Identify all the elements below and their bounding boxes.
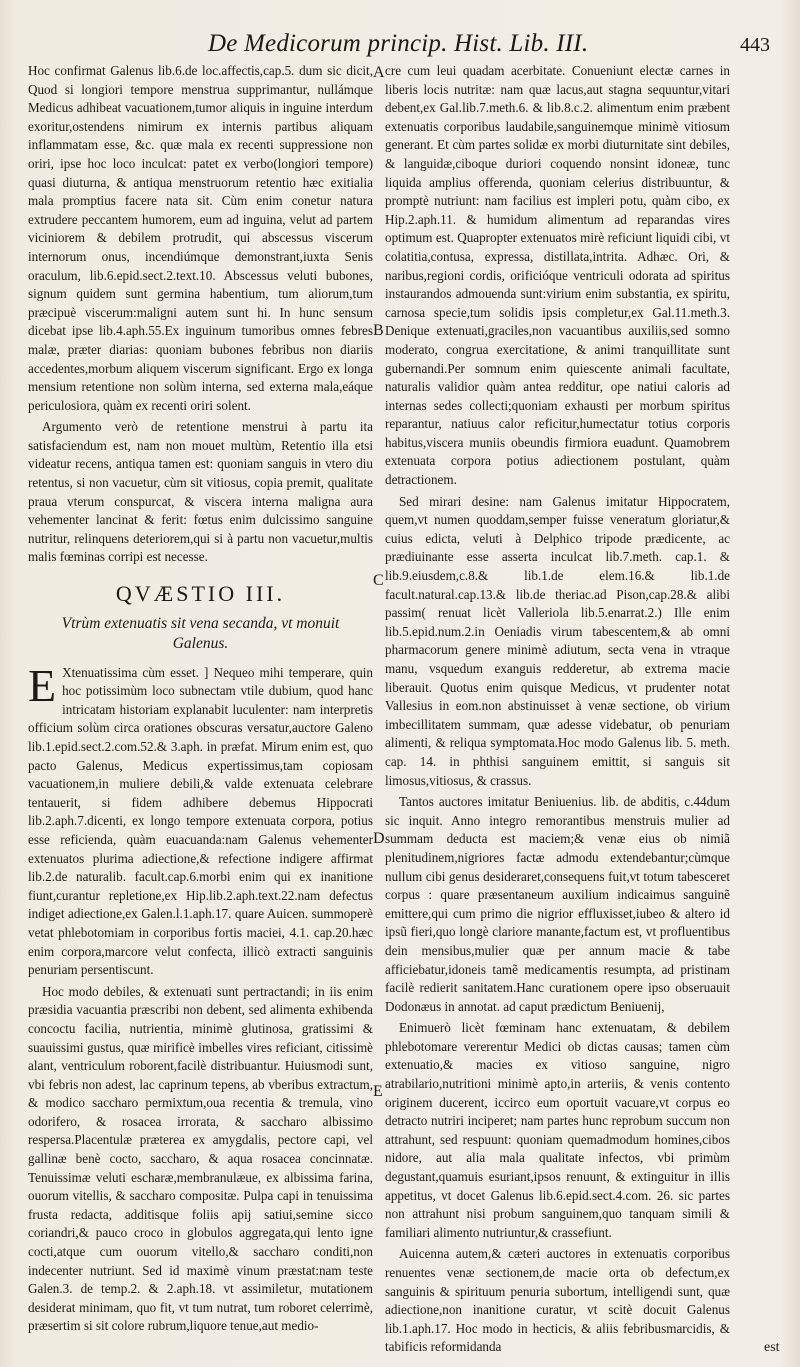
question-subtitle: Vtrùm extenuatis sit vena secanda, vt monuit Galenus. bbox=[61, 614, 340, 652]
right-paragraph-3: Tantos auctores imitatur Beniuenius. lib. de abditis, c.44dum sic inquit. Anno integro remorantibus menstruis mulier ad summam deducta est maciem;& venæ eius ob nimiã plenitudinem,nigriores factæ admodu extendebantur;cùmque nullum cibi genus desideraret,consequens fuit,vt totum tabesceret corpus : quare præsentaneum auxilium indicaimus sanguinẽ emittere,qui cum primo die nigrior effluxisset,iubeo & altero id ipsũ fieri,quo longè clariore manante,factum est, vt profluentibus dein mensibus,mulier quæ per annum macie & tabe afficiebatur,idoneis tamẽ medicamentis resumpta, ad pristinam facilè redierit sanitatem.Hanc curationem opere ipso obseruauit Dodonæus in annotat. ad caput prædictum Beniuenij, bbox=[385, 794, 730, 1014]
question-title: QVÆSTIO III. bbox=[115, 581, 286, 607]
margin-letter-b: B bbox=[373, 322, 384, 339]
catchword: est bbox=[764, 1340, 780, 1355]
left-paragraph-2: Argumento verò de retentione menstrui à partu ita satisfaciendum est, nam non mouet multùm, Retentio illa etsi videatur recens, antiqua tamen est: quoniam sanguis in vtero diu retentus, si non vacuetur, cùm sit vitiosus, copia premit, qualitate praua vterum conspurcat, & viscera interna maligna aura vehementer lancinat & ferit: fœtus enim dulcissimo sanguine nutritur, relinquens deteriorem,qui si à partu non vacuetur,multis malis fœminas corripi est necesse. bbox=[28, 419, 373, 565]
page-number: 443 bbox=[740, 34, 770, 56]
left-paragraph-1: Hoc confirmat Galenus lib.6.de loc.affectis,cap.5. dum sic dicit, Quod si longiori tempore menstrua supprimantur, nullámque Medicus adhibeat vacuationem,tumor aliquis in inguine interdum exoritur,ostendens nimirum ex internis partibus aliquam inflammatam esse, &c. quæ mala ex recenti suppressione non oriri, ipse hoc loco inculcat: patet ex verbo(longiori tempore) quasi diuturna, & antiqua menstruorum retentio hæc exitialia mala promptius facere nata sit. Cùm enim conetur natura extrudere peccantem humorem, eum ad inguina, velut ad partem viciniorem & debilem protrudit, qui abscessus viscerum internorum onus, incendiúmque demonstrant,iuxta Senis oraculum, lib.6.epid.sect.2.text.10. Abscessus veluti bubones, signum quidem sunt germina habentium, tum aliorum,tum præcipuè viscerum:maligni autem sunt hi. In hunc sensum dicebat ipse lib.4.aph.55.Ex inguinum tumoribus omnes febres malæ, præter diarias: quoniam bubones febribus non diariis accedentes,morbum aliquem viscerum significant. Ergo ex longa mensium retentione non solùm interna, sed externa mala,eáque periculosiora, quàm ex recenti oriri solent. bbox=[28, 63, 373, 413]
margin-letter-d: D bbox=[373, 830, 385, 847]
left-paragraph-3 bbox=[28, 659, 373, 980]
right-paragraph-2: Sed mirari desine: nam Galenus imitatur Hippocratem, quem,vt numen quoddam,semper fuisse veneratum gloriatur,& cuius edicta, veluti à Delphico tripode prædicente, ac prædiuinante esse asserta inculcat lib.7.meth. cap.1. & lib.9.eiusdem,c.8.& lib.1.de elem.16.& lib.1.de facult.natural.cap.13.& lib.de theriac.ad Pison,cap.28.& alibi passim( renuat licèt Valleriola lib.5.enarrat.2.) Ille enim lib.5.epid.num.2.in Oeniadis virum tabescentem,& ab omni pharmacorum genere minimè adiutum, secta vena in vtraque manu, vsquedum exanguis redderetur, ab extrema macie liberauit. Quotus enim quisque Medicus, vt prudenter notat Vallesius in eom.non abstinuisset à venæ sectione, ob virium imbecillitatem summam, quæ adesse videbatur, ob penuriam alimenti, & reliqua symptomata.Hoc modo Galenus lib. 5. meth. cap. 14. in phthisi sanguinem emittit, si sanguis sit limosus,vitiosus, & crassus. bbox=[385, 493, 730, 788]
right-column bbox=[385, 62, 730, 1362]
running-title: De Medicorum princip. Hist. Lib. III. bbox=[208, 30, 589, 57]
margin-letter-e: E bbox=[373, 1083, 383, 1100]
margin-letter-a: A bbox=[373, 64, 385, 81]
left-paragraph-3-text: Xtenuatissima cùm esset. ] Nequeo mihi temperare, quin hoc potissimùm loco subnectam vtile dubium, quod hanc intricatam historiam explanabit luculenter: nam interpretis officium solùm circa orationes obscuras versatur,auctore Galeno lib.1.epid.sect.2.com.52.& 3.aph. in præfat. Mirum enim est, quo pacto Galenus, Medicus expertissimus,tam copiosam vacuationem,in muliere debili,& valde extenuata celebrare tentauerit, si fidem adhibere debemus Hippocrati lib.2.aph.7.dicenti, ex longo tempore extenuata corpora, potius esse reficienda, quàm euacuanda:nam Galenus vehementer extenuatos plurima adiectione,& refectione indigere affirmat lib.2.de naturalib. facult.cap.6.morbi enim qui ex inanitione fiunt,curantur repletione,ex Hip.lib.2.aph.text.22.nam defectus indiget adiectione,ex Galen.l.1.aph.17. quare Auicen. summoperè vetat phlebotomiam in corporibus fortis maciei, 4.1. cap.20.hæc enim corpora,marcore velut confecta, illicò extracti sanguinis penuriam persentiscunt. bbox=[28, 664, 373, 978]
left-column bbox=[28, 62, 373, 1362]
margin-letter-c: C bbox=[373, 572, 384, 589]
drop-cap-letter: E bbox=[28, 659, 57, 711]
right-paragraph-1: cre cum leui quadam acerbitate. Conueniunt electæ carnes in liberis locis nutritæ: nam quæ lacus,aut stagna sequuntur,vitari debent,ex Gal.lib.7.meth.6. & lib.8.c.2. alimentum enim præbent extenuatis corporibus laudabile,sanguinemque minimè vitiosum generant. Et cùm partes solidæ ex morbi diuturnitate sint debiles, & languidæ,ciboque duriori coquendo nonsint idoneæ, tunc liquida amplius offerenda, quoniam celerius distribuuntur, & promptè nutriunt: nam facilius est impleri potu, quàm cibo, ex Hip.2.aph.11. & humidum alimentum ad reparandas vires optimum est. Quapropter extenuatos mirè reficiunt liquidi cibi, vt colatitia,contusa, expressa, distillata,intrita. Adhæc. Ori, & naribus,regioni cordis, orificióque ventriculi odorata ad spiritus instaurandos admouenda sunt:virium enim substantia, ex spiritu, carnosa specie,tum solidis ipsis completur,ex Gal.11.meth.3. Denique extenuati,graciles,non vacuantibus auxiliis,sed somno moderato, congrua exercitatione, & animi tranquillitate sunt gubernandi.Per somnum enim quiescente animali facultate, naturalis validior quàm antea redditur, ope natiui caloris ad internas sedes collecti;quoniam exhausti per morbum spiritus reparantur, natiuus calor reficitur,humectatur totius corporis habitus,viscera muniis obeundis firmiora euadunt. Quamobrem extenuata corpora potius adiectionem postulant, quàm detractionem. bbox=[385, 63, 730, 488]
right-paragraph-4: Enimuerò licèt fœminam hanc extenuatam, & debilem phlebotomare vererentur Medici ob dictas causas; tamen cùm extenuatio,& macies ex vitioso sanguine, nigro atrabilario,nutritioni minimè apto,in arteriis, & venis contento originem ducerent, iccirco eum oportuit vacuare,vt corpus eo detracto nutriri inciperet; nam partes hunc reprobum succum non attrahunt, sed respuunt: quoniam quemadmodum homines,cibos nidore, aut alia mala qualitate infectos, vbi primùm degustant,quamuis esuriant,ipsos renuunt, & extinguitur in illis appetitus, vt docet Galenus lib.6.epid.sect.4.com. 26. sic partes non attrahunt nisi probum sanguinem,quo tanquam simili & familiari alimento nutriuntur,& crassefiunt. bbox=[385, 1020, 730, 1240]
left-paragraph-4: Hoc modo debiles, & extenuati sunt pertractandi; in iis enim præsidia vacuantia præscribi non debent, sed alimenta exhibenda concoctu facilia, nutrientia, minimè glutinosa, gratissimi & suauissimi gustus, quæ mirificè imbelles vires reficiant, citissimè alant, ventriculum roborent,facilè distribuantur. Huiusmodi sunt, vbi febris non adest, lac caprinum tepens, ab vberibus extractum, & modico saccharo permixtum,oua recentia & tremula, vino odorifero, & rosacea irrorata, & saccharo albissimo respersa.Placentulæ præterea ex amygdalis, pectore capi, vel gallinæ benè cocto, saccharo, & aqua rosacea concinnatæ. Tenuissimæ veluti escharæ,membranulæue, ex albissima farina, ouorum vitellis, & saccharo compositæ. Pulpa capi in tenuissima frusta redacta, additisque foliis apij satiui,semine sicco coriandri,& pauco croco in globulos aggregata,qui lento igne cocti,atque cum ouorum vitello,& saccharo conditi,non indecenter nutriunt. Sed id maximè vinum præstat:nam teste Galen.3. de temp.2. & 2.aph.18. vt assimiletur, mutationem desiderat minimam, quo fit, vt tum nutrat, tum roboret celerrimè, præsertim si sit colore rubrum,liquore tenue,aut medio- bbox=[28, 983, 373, 1334]
page-header bbox=[0, 28, 800, 64]
right-paragraph-5: Auicenna autem,& cæteri auctores in extenuatis corporibus renuentes venæ sectionem,de macie orta ob defectum,ex sanguinis & spirituum penuria subortum, intelligendi sunt, quæ adiectione,non inanitione curatur, vt scitè docuit Galenus lib.1.aph.17. Hoc modo in hecticis, & aliis febribusmarcidis, & tabificis reformidanda bbox=[385, 1246, 730, 1355]
